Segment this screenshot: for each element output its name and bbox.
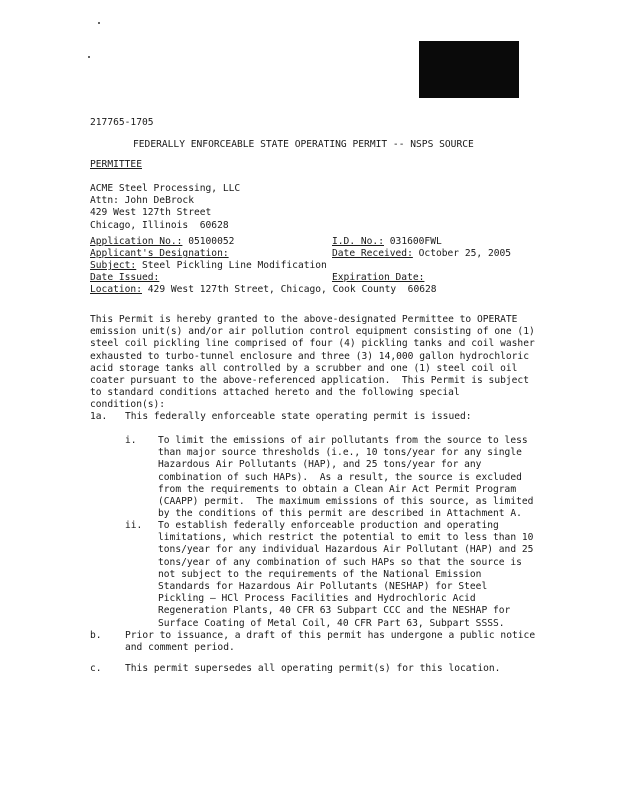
scan-speck [98,22,100,24]
address-line: Attn: John DeBrock [90,195,194,207]
condition-ii-text [158,520,533,630]
condition-b-text [125,630,535,654]
condition-line: Hazardous Air Pollutants (HAP), and 25 tons/year for any [158,459,482,471]
intro-line: condition(s): [90,399,166,411]
location-label: Location: [90,284,142,295]
date-received-row [332,248,511,260]
condition-line: limitations, which restrict the potential to emit to less than 10 [158,532,534,544]
document-id: 217765-1705 [90,117,154,128]
subject-value: Steel Pickling Line Modification [142,260,327,271]
condition-line: (CAAPP) permit. The maximum emissions of this source, as limited [158,496,534,508]
condition-b-number: b. [90,630,102,641]
condition-line: To limit the emissions of air pollutants from the source to less [158,435,528,446]
intro-line: coater pursuant to the above-referenced application. This Permit is subject [90,375,529,387]
condition-c-text: This permit supersedes all operating permit(s) for this location. [125,663,501,674]
date-received-value: October 25, 2005 [418,248,512,259]
condition-1a-text: This federally enforceable state operating permit is issued: [125,411,472,422]
intro-line: to standard conditions attached hereto and the following special [90,387,460,399]
date-issued-label: Date Issued: [90,272,160,283]
condition-c-number: c. [90,663,102,674]
id-label: I.D. No.: [332,236,384,247]
location-row [90,284,437,296]
condition-line: Prior to issuance, a draft of this permit has undergone a public notice [125,630,536,641]
condition-i-text [158,435,533,520]
condition-1a-number: 1a. [90,411,108,422]
permit-heading: FEDERALLY ENFORCEABLE STATE OPERATING PERMIT -- NSPS SOURCE [133,139,474,150]
condition-line: than major source thresholds (i.e., 10 tons/year for any single [158,447,522,459]
intro-line: This Permit is hereby granted to the above-designated Permittee to OPERATE [90,314,518,325]
subject-row [90,260,327,272]
intro-line: emission unit(s) and/or air pollution control equipment consisting of one (1) [90,326,535,338]
intro-line: steel coil pickling line comprised of four (4) pickling tanks and coil washer [90,338,535,350]
condition-line: by the conditions of this permit are described in Attachment A. [158,508,522,520]
address-line: ACME Steel Processing, LLC [90,183,241,194]
condition-line: and comment period. [125,642,235,654]
condition-line: combination of such HAPs). As a result, the source is excluded [158,471,522,483]
condition-line: from the requirements to obtain a Clean Air Act Permit Program [158,483,517,495]
condition-line: tons/year of any combination of such HAPs so that the source is [158,556,522,568]
address-line: Chicago, Illinois 60628 [90,219,229,231]
application-value: 05100052 [188,236,235,247]
location-value: 429 West 127th Street, Chicago, Cook County 60628 [147,284,437,295]
expiration-label: Expiration Date: [332,272,425,283]
condition-line: Surface Coating of Metal Coil, 40 CFR Part 63, Subpart SSSS. [158,617,505,629]
intro-line: exhausted to turbo-tunnel enclosure and three (3) 14,000 gallon hydrochloric [90,350,529,362]
condition-line: Pickling — HCl Process Facilities and Hydrochloric Acid [158,593,476,605]
condition-line: To establish federally enforceable production and operating [158,520,499,531]
address-line: 429 West 127th Street [90,207,212,219]
condition-line: Standards for Hazardous Air Pollutants (NESHAP) for Steel [158,581,488,593]
subject-label: Subject: [90,260,137,271]
intro-paragraph [90,314,535,412]
permittee-label: PERMITTEE [90,159,142,170]
scan-speck [88,56,90,58]
intro-line: acid storage tanks all controlled by a scrubber and one (1) steel coil oil [90,362,518,374]
permittee-address [90,183,240,232]
condition-i-number: i. [125,435,137,446]
id-value: 031600FWL [389,236,442,247]
condition-ii-number: ii. [125,520,143,531]
condition-line: tons/year for any individual Hazardous Air Pollutant (HAP) and 25 [158,544,534,556]
application-label: Application No.: [90,236,183,247]
designation-label: Applicant's Designation: [90,248,229,259]
condition-line: not subject to the requirements of the National Emission [158,568,482,580]
date-received-label: Date Received: [332,248,413,259]
application-row [90,236,234,248]
redaction-box [419,41,519,98]
condition-line: Regeneration Plants, 40 CFR 63 Subpart CCC and the NESHAP for [158,605,511,617]
id-row [332,236,442,248]
